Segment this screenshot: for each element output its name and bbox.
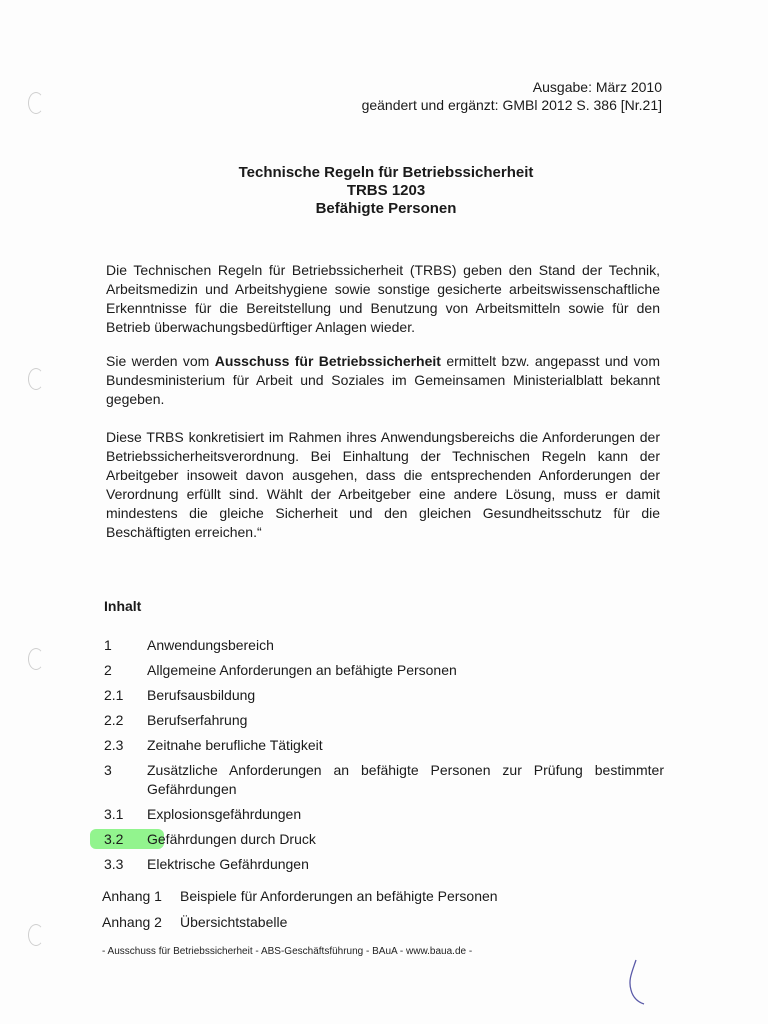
- intro-paragraph-2: [106, 352, 660, 409]
- annex-entry: [102, 914, 287, 930]
- toc-item: [104, 636, 664, 655]
- toc-item: [104, 711, 664, 730]
- toc-item: [104, 805, 664, 824]
- toc-item-title: Allgemeine Anforderungen an befähigte Personen: [147, 662, 457, 678]
- toc-item: [104, 761, 664, 799]
- p2-text-start: Sie werden vom: [106, 353, 215, 369]
- punch-hole-mark: [28, 92, 44, 114]
- document-edition-info: [362, 78, 662, 114]
- amendment-note: geändert und ergänzt: GMBl 2012 S. 386 [Nr.21]: [361, 97, 662, 113]
- committee-name: Ausschuss für Betriebssicherheit: [214, 353, 441, 369]
- toc-item-title: Zeitnahe berufliche Tätigkeit: [147, 737, 323, 753]
- toc-item-number: 2: [104, 662, 112, 678]
- toc-item-number: 3.1: [104, 806, 124, 822]
- annex-entry: [102, 888, 498, 904]
- toc-item-title: Elektrische Gefährdungen: [147, 856, 309, 872]
- annex-title: Beispiele für Anforderungen an befähigte Personen: [180, 888, 498, 904]
- title-line-1: Technische Regeln für Betriebssicherheit: [238, 164, 534, 181]
- annex-title: Übersichtstabelle: [180, 914, 288, 930]
- p2-text-end: ermittelt bzw. angepasst und vom Bundesministerium für Arbeit und Soziales im Gemeinsamen Ministerialblatt bekannt gegeben.: [106, 353, 660, 407]
- punch-hole-mark: [28, 924, 44, 946]
- intro-paragraph-3: Diese TRBS konkretisiert im Rahmen ihres Anwendungsbereichs die Anforderungen der Betriebssicherheitsverordnung. Bei Einhaltung der Technischen Regeln kann der Arbeitgeber insoweit davon ausgehen, dass die entsprechenden Anforderungen der Verordnung erfüllt sind. Wählt der Arbeitgeber eine andere Lösung, muss er damit mindestens die gleiche Sicherheit und den gleichen Gesundheitsschutz für die Beschäftigten erreichen.“: [106, 429, 660, 540]
- toc-item-title: Berufsausbildung: [147, 687, 256, 703]
- edition-date: Ausgabe: März 2010: [532, 79, 662, 95]
- toc-item-number: 3.3: [104, 856, 124, 872]
- toc-item-number: 3: [104, 762, 112, 778]
- toc-item: [104, 686, 664, 705]
- document-title: [0, 164, 768, 218]
- toc-item-highlighted: [104, 830, 664, 849]
- toc-item-number: 2.3: [104, 737, 124, 753]
- table-of-contents: [104, 636, 664, 874]
- toc-item-title: Gefährdungen durch Druck: [147, 831, 316, 847]
- toc-heading: Inhalt: [104, 598, 142, 614]
- annex-label: Anhang 2: [102, 914, 162, 930]
- toc-item-title: Berufserfahrung: [147, 712, 248, 728]
- title-line-3: Befähigte Personen: [315, 200, 457, 217]
- toc-item: [104, 855, 664, 874]
- punch-hole-mark: [28, 368, 44, 390]
- pen-scribble-mark: [622, 958, 652, 1008]
- toc-item-title: Explosionsgefährdungen: [147, 806, 302, 822]
- annex-label: Anhang 1: [102, 888, 162, 904]
- page-footer: - Ausschuss für Betriebssicherheit - ABS-Geschäftsführung - BAuA - www.baua.de -: [102, 946, 473, 957]
- toc-item-number: 1: [104, 637, 112, 653]
- toc-item-number: 2.1: [104, 687, 124, 703]
- toc-item-title: Zusätzliche Anforderungen an befähigte Personen zur Prüfung bestimmter Gefährdungen: [147, 762, 664, 797]
- punch-hole-mark: [28, 648, 44, 670]
- title-line-2: TRBS 1203: [346, 182, 426, 199]
- toc-item-title: Anwendungsbereich: [147, 637, 274, 653]
- toc-item-number: 2.2: [104, 712, 124, 728]
- toc-item-number: 3.2: [104, 831, 124, 847]
- toc-item: [104, 736, 664, 755]
- toc-item: [104, 661, 664, 680]
- intro-paragraph-1: Die Technischen Regeln für Betriebssicherheit (TRBS) geben den Stand der Technik, Arbeitsmedizin und Arbeitshygiene sowie sonstige gesicherte arbeitswissenschaftliche Erkenntnisse für die Bereitstellung und Benutzung von Arbeitsmitteln sowie für den Betrieb überwachungsbedürftiger Anlagen wieder.: [106, 262, 660, 335]
